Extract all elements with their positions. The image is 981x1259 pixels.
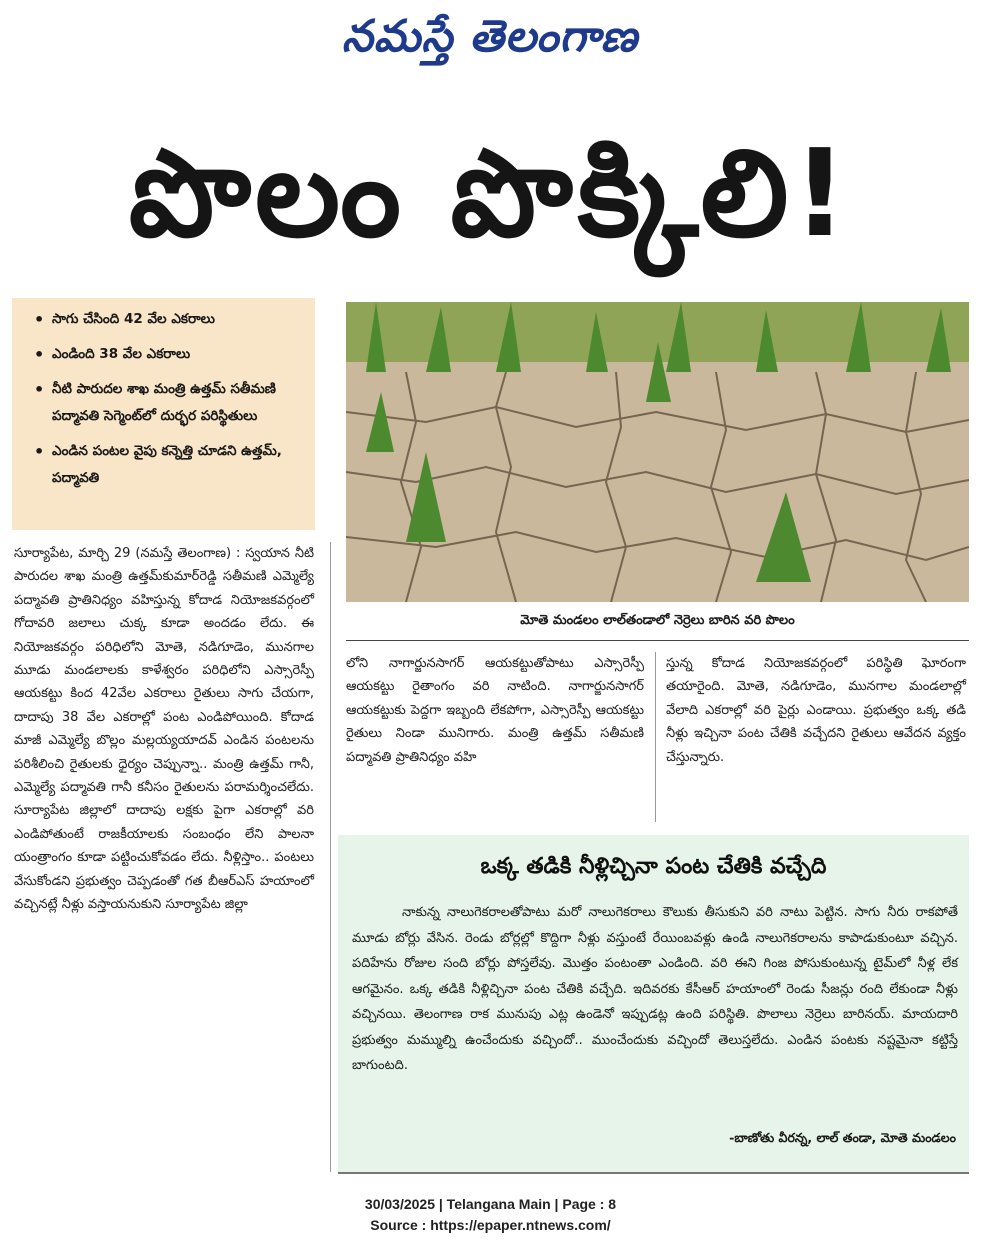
headline: పొలం పొక్కిలి! (128, 125, 852, 264)
quote-box-title: ఒక్క తడికి నీళ్లిచ్చినా పంట చేతికి వచ్చేది (480, 854, 827, 879)
masthead-logo: నమస్తే తెలంగాణ (341, 11, 639, 62)
column-divider (330, 542, 331, 1172)
divider (346, 640, 969, 641)
article-column-3: స్తున్న కోదాడ నియోజకవర్గంలో పరిస్థితి ఘోరంగా తయారైంది. మోతె, నడిగూడెం, మునగాల మండలాల్లో వేలాది ఎకరాల్లో వరి పైర్లు ఎండాయి. ప్రభుత్వం ఒక్క తడి నీళ్లు ఇచ్చినా పంట చేతికి వచ్చేదని రైతులు ఆవేదన వ్యక్తం చేస్తున్నారు. (666, 656, 966, 765)
divider (338, 1172, 969, 1174)
article-column-2: లోని నాగార్జునసాగర్ ఆయకట్టుతోపాటు ఎస్సారెస్పీ ఆయకట్టు రైతాంగం వరి నాటింది. నాగార్జునసాగర్ ఆయకట్టుకు పెద్దగా ఇబ్బంది లేకపోగా, ఎస్సారెస్పీ ఆయకట్టు రైతులు నిండా మునిగారు. మంత్రి ఉత్తమ్ సతీమణి పద్మావతి ప్రాతినిధ్యం వహి (346, 656, 644, 765)
quote-box-text: నాకున్న నాలుగెకరాలతోపాటు మరో నాలుగెకరాలు కౌలుకు తీసుకుని వరి నాటు పెట్టిన. సాగు నీరు రాకపోతే మూడు బోర్లు వేసిన. రెండు బోర్లల్లో కొద్దిగా నీళ్లు వస్తుంటే రేయింబవళ్లు ఉండి నాలుగెకరాలను కాపాడుకుంటూ వచ్చిన. పదిహేను రోజుల సంది బోర్లు పోస్తలేవు. మొత్తం పంటంతా ఎండింది. వరి ఈని గింజ పోసుకుంటున్న టైమ్‌లో నీళ్ల లేక ఆగమైనం. ఒక్క తడికి నీళ్లిచ్చినా పంట చేతికి వచ్చేది. ఇదివరకు కేసీఆర్ హయాంలో రెండు సీజన్లు రంది లేకుండా నీళ్లు వచ్చినయి. తెలంగాణ రాక మునుపు ఎట్ల ఉండెనో ఇప్పుడట్ల ఉంది పరిస్థితి. పొలాలు నెర్రెలు బారినయ్. మాయదారి ప్రభుత్వం మమ్ముల్ని ఉంచేందుకు వచ్చిందో.. ముంచేందుకు వచ్చిందో తెలుస్తలేదు. ఎండిన పంటకు నష్టమైనా కట్టిస్తే బాగుంటది. (352, 905, 958, 1073)
highlight-item: • సాగు చేసింది 42 వేల ఎకరాలు (30, 306, 305, 333)
article-column-1: సూర్యాపేట, మార్చి 29 (నమస్తే తెలంగాణ) : స్వయాన నీటి పారుదల శాఖ మంత్రి ఉత్తమ్‌కుమార్‌రెడ్డి సతీమణి ఎమ్మెల్యే పద్మావతి ప్రాతినిధ్యం వహిస్తున్న కోదాడ నియోజకవర్గంలో గోదావరి జలాలు చుక్క కూడా అందడం లేదు. ఈ నియోజకవర్గం పరిధిలోని మోతె, నడిగూడెం, మునగాల మూడు మండలాలకు కాళేశ్వరం పరిధిలోని ఎస్సారెస్పీ ఆయకట్టు కింద 42వేల ఎకరాలు రైతులు సాగు చేయగా, దాదాపు 38 వేల ఎకరాల్లో పంట ఎండిపోయింది. కోదాడ మాజీ ఎమ్మెల్యే బొల్లం మల్లయ్యయాదవ్ ఎండిన పంటలను పరిశీలించి రైతులకు ధైర్యం చెప్పున్నా.. మంత్రి ఉత్తమ్ గానీ, ఎమ్మెల్యే పద్మావతి గానీ కనీసం రైతులను పరామర్శించలేదు. సూర్యాపేట జిల్లాలో దాదాపు లక్షకు పైగా ఎకరాల్లో వరి ఎండిపోతుంటే రాజకీయాలకు సంబంధం లేని పాలనా యంత్రాంగం కూడా పట్టించుకోవడం లేదు. నీళ్లిస్తాం.. పంటలు వేసుకోండని ప్రభుత్వం చెప్పడంతో గత బీఆర్‌ఎస్ హయాంలో వచ్చినట్లే నీళ్లు వస్తాయనుకుని సూర్యాపేట జిల్లా (14, 546, 314, 913)
highlights-box (12, 298, 315, 530)
highlight-item: • ఎండిన పంటల వైపు కన్నెత్తి చూడని ఉత్తమ్, పద్మావతి (30, 438, 305, 492)
quote-box-credit: -బాణోతు వీరన్న, లాల్ తండా, మోతె మండలం (729, 1130, 956, 1145)
cracked-field-illustration (346, 302, 969, 602)
column-divider (655, 652, 656, 822)
photo-caption: మోతె మండలం లాల్‌తండాలో నెర్రెలు బారిన వరి పొలం (520, 613, 795, 628)
highlight-item: • నీటి పారుదల శాఖ మంత్రి ఉత్తమ్ సతీమణి పద్మావతి సెగ్మెంట్‌లో దుర్భర పరిస్థితులు (30, 376, 305, 430)
highlight-item: • ఎండింది 38 వేల ఎకరాలు (30, 341, 305, 368)
footer-source: Source : https://epaper.ntnews.com/ (370, 1217, 611, 1233)
footer-date-page: 30/03/2025 | Telangana Main | Page : 8 (364, 1196, 617, 1212)
cracked-field-photo (346, 302, 969, 602)
page-footer (0, 1194, 981, 1236)
